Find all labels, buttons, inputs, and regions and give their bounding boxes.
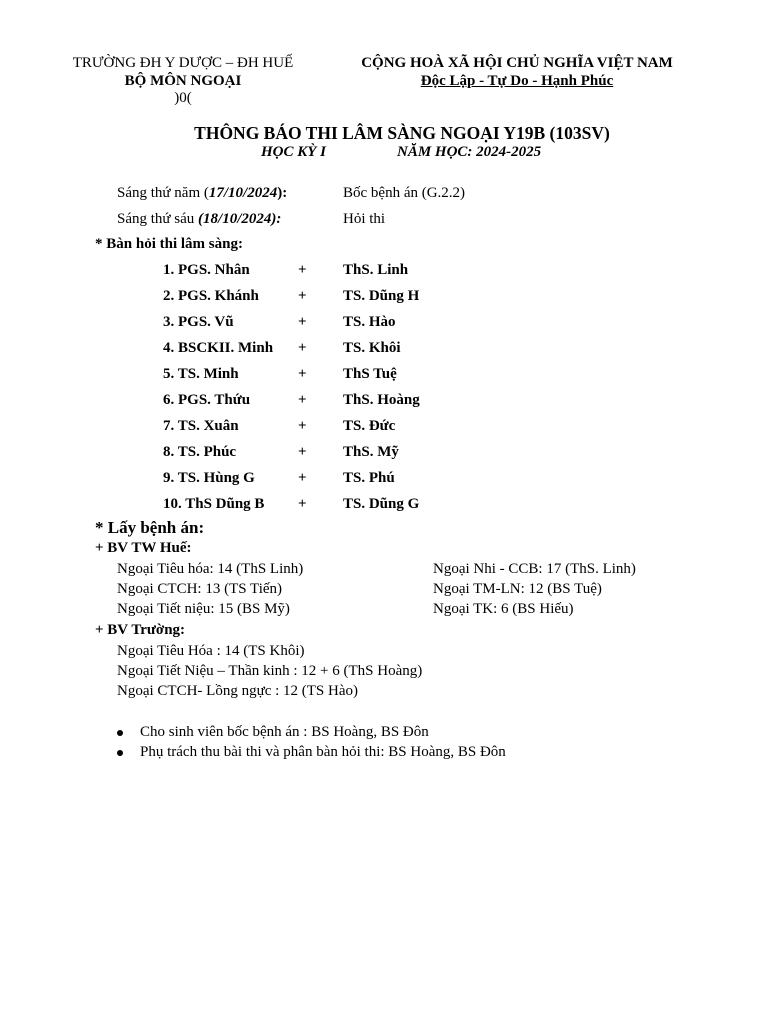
bv-truong-item: Ngoại Tiết Niệu – Thần kinh : 12 + 6 (ThS Hoàng)	[117, 663, 423, 679]
note-item: Cho sinh viên bốc bệnh án : BS Hoàng, BS Đôn	[140, 724, 429, 740]
panel-examiner-left: 7. TS. Xuân	[163, 418, 239, 434]
panel-plus: +	[298, 444, 307, 460]
schedule-activity-2: Hỏi thi	[343, 211, 386, 227]
panel-examiner-left: 1. PGS. Nhân	[163, 262, 250, 278]
panel-examiner-right: TS. Phú	[343, 470, 395, 486]
bv-tw-item: Ngoại Tiết niệu: 15 (BS Mỹ)	[117, 601, 290, 617]
cases-heading: * Lấy bệnh án:	[95, 518, 205, 537]
panel-plus: +	[298, 288, 307, 304]
panel-examiner-left: 5. TS. Minh	[163, 366, 239, 382]
bullet-icon	[117, 750, 123, 756]
panel-examiner-right: TS. Hào	[343, 314, 396, 330]
panel-examiner-left: 4. BSCKII. Minh	[163, 340, 274, 356]
panel-plus: +	[298, 340, 307, 356]
panel-examiner-left: 10. ThS Dũng B	[163, 496, 265, 512]
schedule-activity-1: Bốc bệnh án (G.2.2)	[343, 185, 466, 201]
bv-tw-item: Ngoại Nhi - CCB: 17 (ThS. Linh)	[433, 561, 636, 577]
panel-examiner-right: TS. Dũng G	[343, 496, 420, 512]
header-ornament: )0(	[174, 90, 192, 106]
panel-examiner-left: 9. TS. Hùng G	[163, 470, 255, 486]
panel-plus: +	[298, 366, 307, 382]
bv-tw-item: Ngoại CTCH: 13 (TS Tiến)	[117, 581, 283, 597]
schedule-day-2-date: (18/10/2024):	[198, 211, 282, 227]
panel-examiner-right: ThS Tuệ	[343, 366, 397, 382]
bv-tw-item: Ngoại TK: 6 (BS Hiếu)	[433, 601, 574, 617]
panel-heading: * Bàn hỏi thi lâm sàng:	[95, 236, 243, 252]
bv-truong-item: Ngoại Tiêu Hóa : 14 (TS Khôi)	[117, 643, 305, 659]
panel-examiner-right: ThS. Mỹ	[343, 444, 399, 460]
panel-examiner-left: 2. PGS. Khánh	[163, 288, 259, 304]
country-name: CỘNG HOÀ XÃ HỘI CHỦ NGHĨA VIỆT NAM	[361, 55, 673, 71]
schedule-day-1-suffix: ):	[277, 185, 288, 201]
page-title: THÔNG BÁO THI LÂM SÀNG NGOẠI Y19B (103SV)	[194, 123, 610, 143]
bv-tw-heading: + BV TW Huế:	[95, 540, 192, 556]
department-name: BỘ MÔN NGOẠI	[124, 73, 242, 89]
note-item: Phụ trách thu bài thi và phân bàn hỏi thi: BS Hoàng, BS Đôn	[140, 744, 506, 760]
schedule-day-2	[117, 211, 281, 228]
panel-plus: +	[298, 392, 307, 408]
panel-examiner-left: 3. PGS. Vũ	[163, 314, 234, 330]
panel-examiner-right: TS. Khôi	[343, 340, 401, 356]
school-year: NĂM HỌC: 2024-2025	[397, 144, 542, 160]
semester: HỌC KỲ I	[261, 144, 327, 160]
schedule-day-1-date: 17/10/2024	[208, 185, 278, 201]
panel-examiner-left: 6. PGS. Thứu	[163, 392, 251, 408]
panel-plus: +	[298, 418, 307, 434]
bv-truong-item: Ngoại CTCH- Lồng ngực : 12 (TS Hào)	[117, 683, 359, 699]
panel-examiner-right: ThS. Hoàng	[343, 392, 420, 408]
panel-plus: +	[298, 496, 307, 512]
bullet-icon	[117, 730, 123, 736]
panel-examiner-left: 8. TS. Phúc	[163, 444, 237, 460]
panel-examiner-right: TS. Đức	[343, 418, 396, 434]
schedule-day-1	[117, 185, 287, 202]
panel-examiner-right: TS. Dũng H	[343, 288, 420, 304]
bv-tw-item: Ngoại TM-LN: 12 (BS Tuệ)	[433, 581, 602, 597]
panel-plus: +	[298, 470, 307, 486]
panel-examiner-right: ThS. Linh	[343, 262, 409, 278]
schedule-day-2-prefix: Sáng thứ sáu	[117, 211, 199, 227]
panel-plus: +	[298, 262, 307, 278]
panel-plus: +	[298, 314, 307, 330]
school-name: TRƯỜNG ĐH Y DƯỢC – ĐH HUẾ	[72, 55, 294, 71]
country-motto: Độc Lập - Tự Do - Hạnh Phúc	[420, 73, 614, 89]
schedule-day-1-prefix: Sáng thứ năm (	[117, 185, 209, 201]
bv-tw-item: Ngoại Tiêu hóa: 14 (ThS Linh)	[117, 561, 304, 577]
bv-truong-heading: + BV Trường:	[95, 622, 186, 638]
